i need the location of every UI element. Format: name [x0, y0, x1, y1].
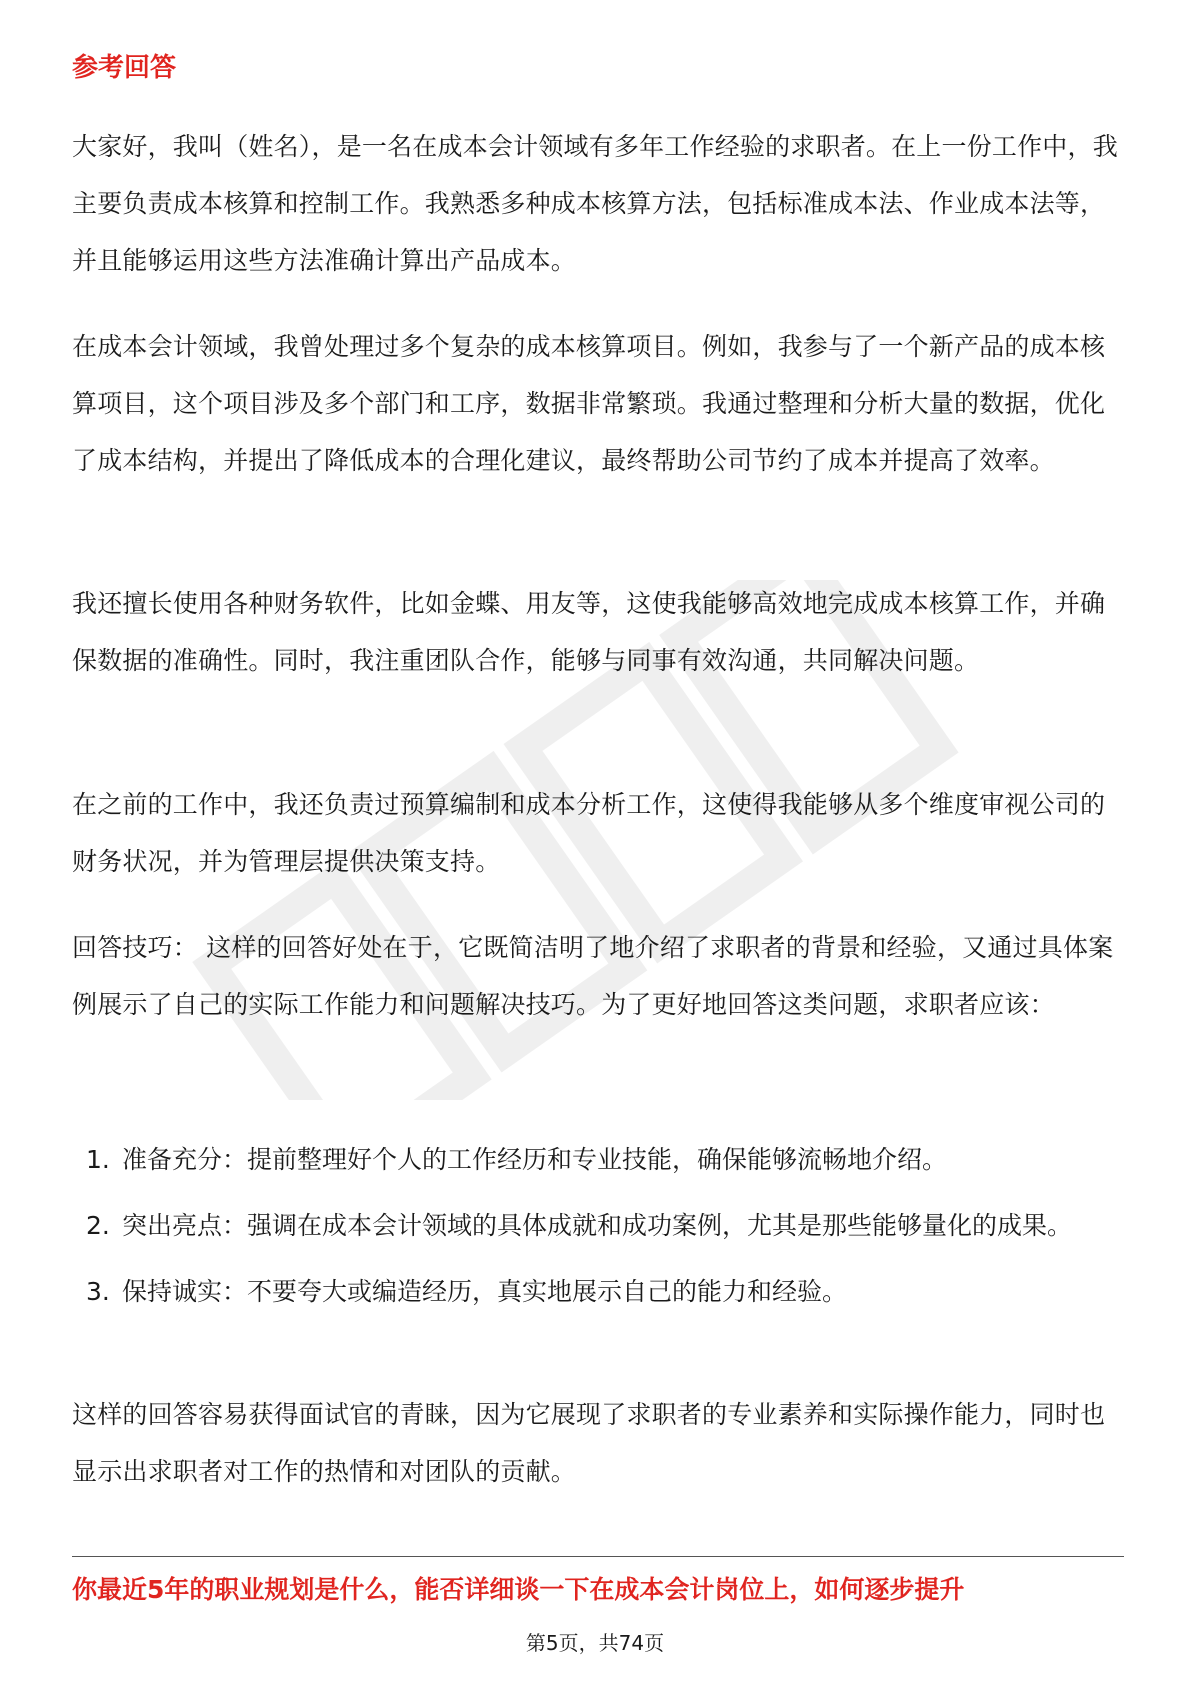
answer-paragraph-3: 我还擅长使用各种财务软件，比如金蝶、用友等，这使我能够高效地完成成本核算工作，并确保数据的准确性。同时，我注重团队合作，能够与同事有效沟通，共同解决问题。: [72, 589, 1106, 675]
next-question-heading: 你最近5年的职业规划是什么，能否详细谈一下在成本会计岗位上，如何逐步提升: [72, 1575, 965, 1604]
list-item-text: 保持诚实：不要夸大或编造经历，真实地展示自己的能力和经验。: [122, 1277, 848, 1306]
tips-list: [72, 1131, 1120, 1329]
list-item-number: 2.: [86, 1211, 110, 1240]
list-item-number: 3.: [86, 1277, 110, 1306]
closing-paragraph: 这样的回答容易获得面试官的青睐，因为它展现了求职者的专业素养和实际操作能力，同时也显示出求职者对工作的热情和对团队的贡献。: [72, 1400, 1106, 1486]
list-item-text: 准备充分：提前整理好个人的工作经历和专业技能，确保能够流畅地介绍。: [122, 1145, 948, 1174]
list-item: [72, 1197, 1120, 1254]
list-item: [72, 1131, 1120, 1188]
section-divider: [72, 1556, 1124, 1557]
page-footer: 第5页，共74页: [525, 1631, 665, 1655]
answer-paragraph-2: 在成本会计领域，我曾处理过多个复杂的成本核算项目。例如，我参与了一个新产品的成本核算项目，这个项目涉及多个部门和工序，数据非常繁琐。我通过整理和分析大量的数据，优化了成本结构，并提出了降低成本的合理化建议，最终帮助公司节约了成本并提高了效率。: [72, 332, 1106, 475]
section-title: 参考回答: [72, 53, 177, 83]
list-item-number: 1.: [86, 1145, 110, 1174]
list-item-text: 突出亮点：强调在成本会计领域的具体成就和成功案例，尤其是那些能够量化的成果。: [122, 1211, 1073, 1240]
tips-intro-paragraph: 回答技巧： 这样的回答好处在于，它既简洁明了地介绍了求职者的背景和经验，又通过具体案例展示了自己的实际工作能力和问题解决技巧。为了更好地回答这类问题，求职者应该：: [72, 933, 1114, 1019]
answer-paragraph-1: 大家好，我叫（姓名），是一名在成本会计领域有多年工作经验的求职者。在上一份工作中，我主要负责成本核算和控制工作。我熟悉多种成本核算方法，包括标准成本法、作业成本法等，并且能够运用这些方法准确计算出产品成本。: [72, 132, 1118, 275]
list-item: [72, 1263, 1120, 1320]
document-page: [72, 0, 1122, 1684]
answer-paragraph-4: 在之前的工作中，我还负责过预算编制和成本分析工作，这使得我能够从多个维度审视公司的财务状况，并为管理层提供决策支持。: [72, 790, 1106, 876]
